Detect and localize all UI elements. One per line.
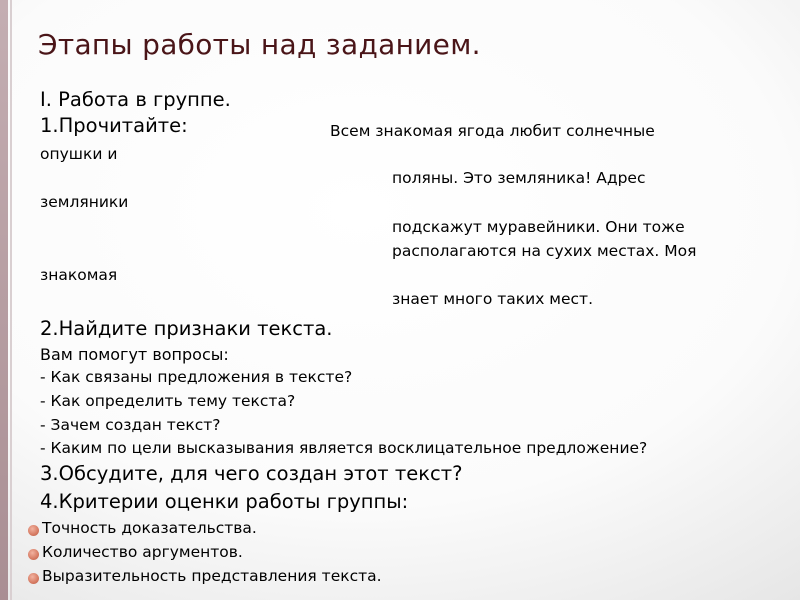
section3-heading: 3.Обсудите, для чего создан этот текст?	[40, 462, 463, 485]
section2-heading: 2.Найдите признаки текста.	[40, 317, 333, 340]
text-line: земляники	[40, 193, 129, 211]
bullet-dot-icon	[28, 525, 39, 536]
bullet-dot-icon	[28, 549, 39, 560]
bullet-dot-icon	[28, 573, 39, 584]
read-label: 1.Прочитайте:	[40, 114, 188, 137]
criteria-item: Выразительность представления текста.	[42, 567, 382, 585]
criteria-item: Точность доказательства.	[42, 519, 257, 537]
question-item: - Зачем создан текст?	[40, 416, 221, 434]
slide-edge-bar	[0, 0, 8, 600]
question-item: - Как связаны предложения в тексте?	[40, 368, 353, 386]
criteria-item: Количество аргументов.	[42, 543, 243, 561]
question-item: - Каким по цели высказывания является восклицательное предложение?	[40, 439, 648, 457]
text-line: поляны. Это земляника! Адрес	[392, 169, 646, 187]
text-line: Всем знакомая ягода любит солнечные	[330, 122, 655, 140]
section2-intro: Вам помогут вопросы:	[40, 345, 229, 364]
question-item: - Как определить тему текста?	[40, 392, 296, 410]
text-line: опушки и	[40, 145, 118, 163]
text-line: располагаются на сухих местах. Моя	[392, 242, 697, 260]
slide-title: Этапы работы над заданием.	[38, 28, 481, 61]
text-line: знакомая	[40, 266, 118, 284]
section1-heading: I. Работа в группе.	[40, 88, 231, 111]
text-line: подскажут муравейники. Они тоже	[392, 218, 685, 236]
section4-heading: 4.Критерии оценки работы группы:	[40, 490, 409, 513]
slide-edge-line	[10, 0, 12, 600]
text-line: знает много таких мест.	[392, 290, 594, 308]
